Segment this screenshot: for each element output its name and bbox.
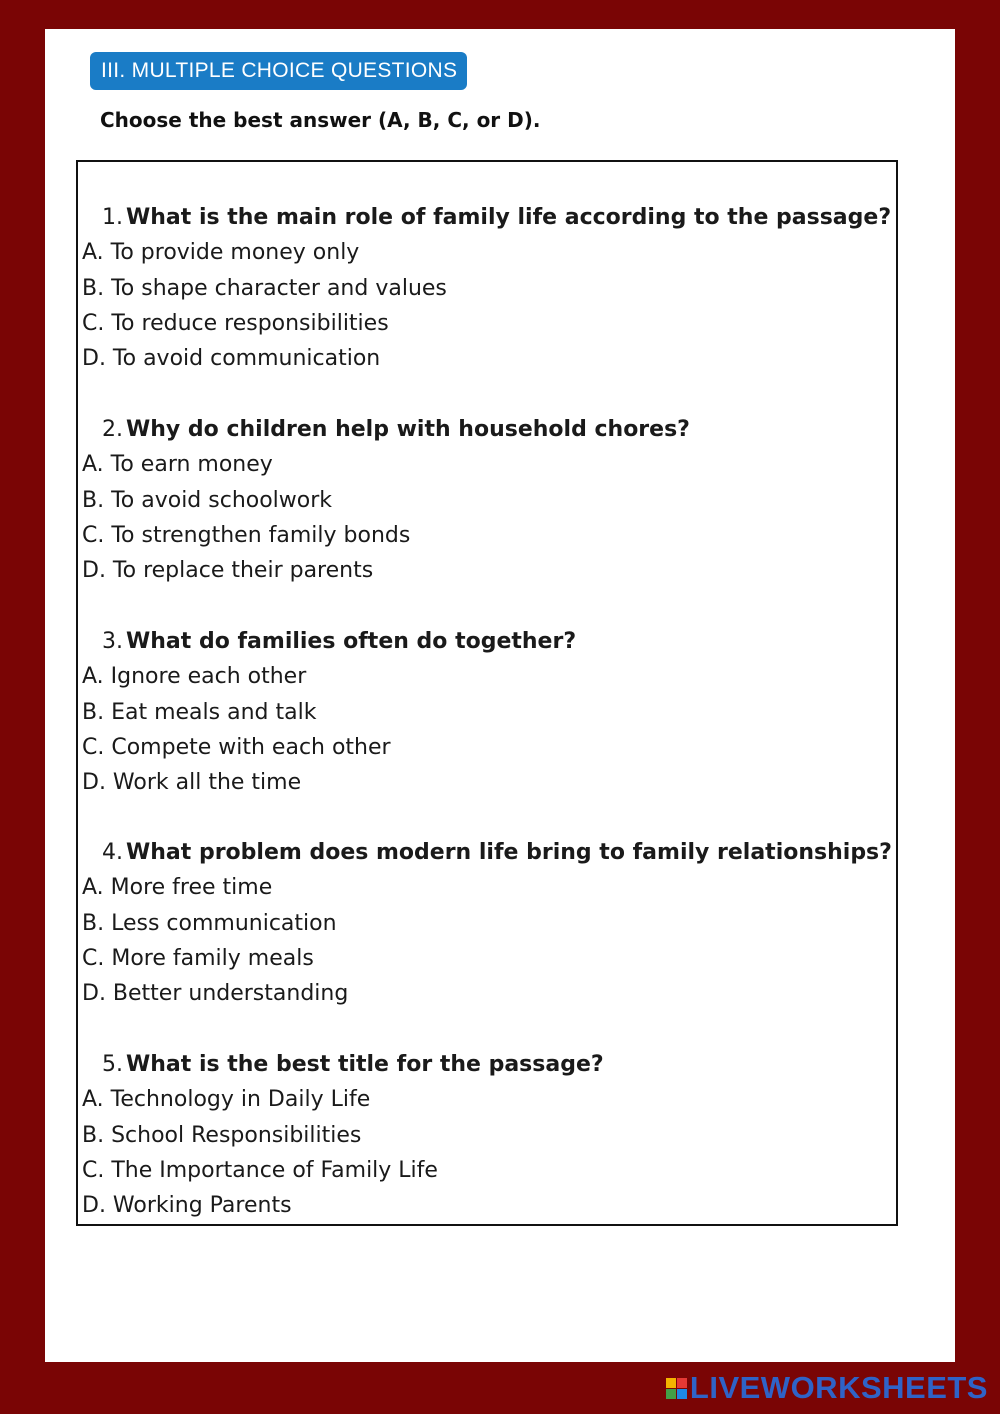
question-title <box>82 412 690 447</box>
answer-option-c[interactable]: C. To strengthen family bonds <box>82 522 411 548</box>
question-text: What is the main role of family life according to the passage? <box>126 205 892 230</box>
answer-option-c[interactable]: C. To reduce responsibilities <box>82 310 389 336</box>
question-title <box>82 1047 604 1082</box>
answer-option-d[interactable]: D. To avoid communication <box>82 346 381 372</box>
answer-option-d[interactable]: D. Working Parents <box>82 1193 292 1219</box>
question-title <box>82 624 576 659</box>
answer-option-d[interactable]: D. Work all the time <box>82 770 302 796</box>
answer-option-b[interactable]: B. Eat meals and talk <box>82 699 317 725</box>
answer-option-c[interactable]: C. The Importance of Family Life <box>82 1157 438 1183</box>
answer-option-a[interactable]: A. Ignore each other <box>82 664 307 690</box>
questions-box <box>76 160 898 1226</box>
answer-option-a[interactable]: A. More free time <box>82 875 273 901</box>
liveworksheets-watermark <box>666 1370 988 1406</box>
section-heading-badge: III. MULTIPLE CHOICE QUESTIONS <box>90 52 467 90</box>
answer-option-a[interactable]: A. Technology in Daily Life <box>82 1087 371 1113</box>
question-number: 5. <box>102 1052 123 1077</box>
answer-option-b[interactable]: B. To avoid schoolwork <box>82 487 333 513</box>
answer-option-c[interactable]: C. More family meals <box>82 945 314 971</box>
question-4 <box>82 835 892 1011</box>
answer-option-d[interactable]: D. Better understanding <box>82 981 349 1007</box>
question-text: What do families often do together? <box>126 629 577 654</box>
answer-option-a[interactable]: A. To provide money only <box>82 240 360 266</box>
watermark-text: LIVEWORKSHEETS <box>689 1370 988 1405</box>
answer-option-b[interactable]: B. School Responsibilities <box>82 1122 362 1148</box>
instruction-text: Choose the best answer (A, B, C, or D). <box>100 108 541 132</box>
question-number: 4. <box>102 840 123 865</box>
question-5 <box>82 1047 604 1223</box>
question-number: 2. <box>102 417 123 442</box>
question-text: Why do children help with household chores? <box>126 417 690 442</box>
liveworksheets-logo-icon <box>666 1378 687 1399</box>
worksheet-page <box>45 29 955 1362</box>
question-title <box>82 200 891 235</box>
question-text: What problem does modern life bring to family relationships? <box>126 840 892 865</box>
answer-option-b[interactable]: B. To shape character and values <box>82 275 447 301</box>
question-number: 3. <box>102 629 123 654</box>
answer-option-d[interactable]: D. To replace their parents <box>82 558 374 584</box>
answer-option-c[interactable]: C. Compete with each other <box>82 734 391 760</box>
question-text: What is the best title for the passage? <box>126 1052 604 1077</box>
question-1 <box>82 200 891 376</box>
question-2 <box>82 412 690 588</box>
answer-option-a[interactable]: A. To earn money <box>82 452 273 478</box>
answer-option-b[interactable]: B. Less communication <box>82 910 337 936</box>
question-number: 1. <box>102 205 123 230</box>
question-title <box>82 835 892 870</box>
question-3 <box>82 624 576 800</box>
